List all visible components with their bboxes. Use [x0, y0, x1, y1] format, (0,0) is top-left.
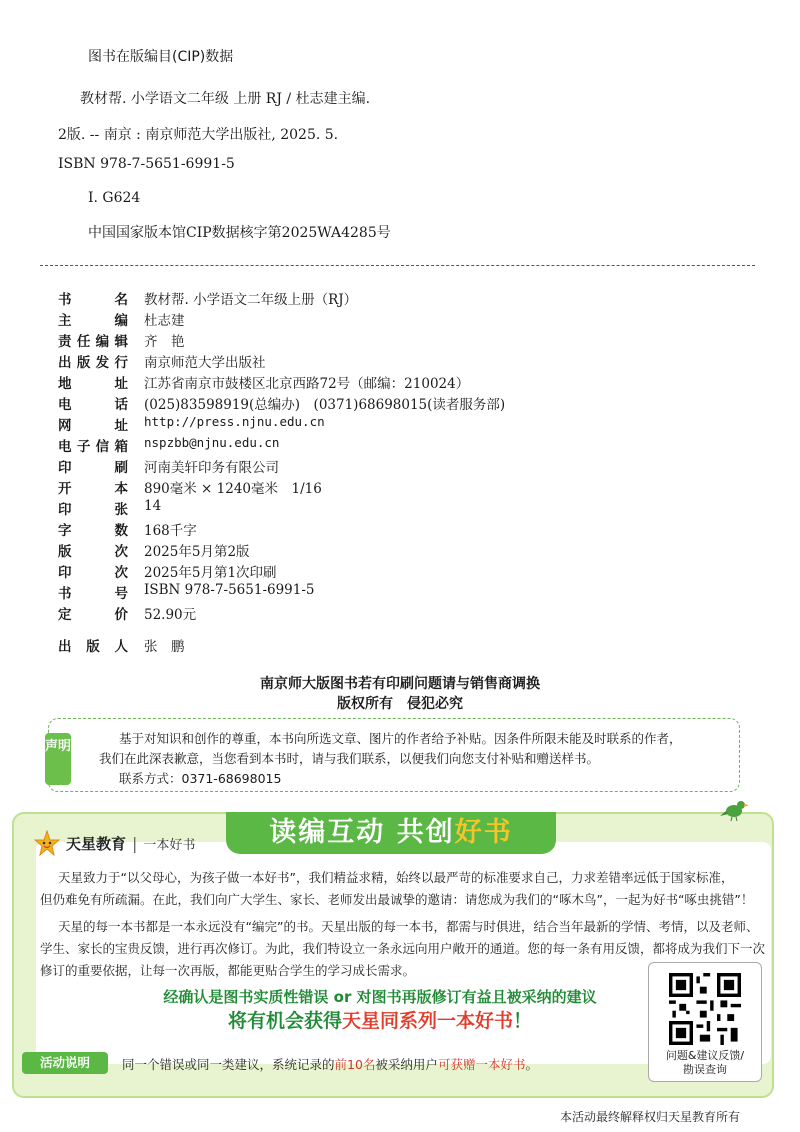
cta-condition: 经确认是图书实质性错误 or 对图书再版修订有益且被采纳的建议 — [163, 988, 597, 1006]
info-value: 52.90元 — [144, 607, 197, 623]
brand-separator: | — [132, 833, 138, 853]
info-label: 主 编 — [58, 313, 128, 329]
info-label: 出 版 发 行 — [58, 355, 128, 371]
info-value: (025)83598919(总编办) (0371)68698015(读者服务部) — [144, 397, 506, 413]
declaration-line: 我们在此深表歉意，当您看到本书时，请与我们联系，以便我们向您支付补贴和赠送样书。 — [99, 751, 600, 766]
qr-caption: 问题&建议反馈/ 勘误查询 — [665, 1049, 745, 1076]
info-value: 14 — [144, 498, 162, 514]
cip-title: 图书在版编目(CIP)数据 — [88, 49, 234, 65]
footer-note: 本活动最终解释权归天星教育所有 — [560, 1110, 741, 1124]
print-notice: 南京师大版图书若有印刷问题请与销售商调换 — [260, 676, 540, 692]
activity-tag: 活动说明 — [22, 1052, 108, 1074]
info-label: 版 次 — [58, 544, 128, 560]
bird-icon — [720, 796, 750, 822]
activity-description: 同一个错误或同一类建议，系统记录的前10名被采纳用户可获赠一本好书。 — [122, 1057, 538, 1072]
info-value: 河南美轩印务有限公司 — [144, 460, 279, 476]
info-label: 印 张 — [58, 502, 128, 518]
declaration-line: 基于对知识和创作的尊重，本书向所选文章、图片的作者给予补贴。因条件所限未能及时联系的作者， — [119, 731, 682, 746]
info-value: 南京师范大学出版社 — [144, 355, 266, 371]
cip-line-classification: Ⅰ. G624 — [88, 190, 141, 206]
brand — [34, 830, 195, 856]
info-label: 书 号 — [58, 586, 128, 602]
info-value: 2025年5月第1次印刷 — [144, 565, 277, 581]
info-value: nspzbb@njnu.edu.cn — [144, 435, 280, 450]
info-label: 电 话 — [58, 397, 128, 413]
promo-paragraph: 天星的每一本书都是一本永远没有“编完”的书。天星出版的每一本书，都需与时俱进，结合当年最新的学情、考情，以及老师、 — [58, 919, 759, 934]
info-label: 出 版 人 — [58, 639, 128, 655]
info-value: 890毫米 × 1240毫米 1/16 — [144, 481, 322, 497]
info-label: 电 子 信 箱 — [58, 439, 128, 455]
cta-reward: 将有机会获得天星同系列一本好书！ — [227, 1010, 533, 1032]
copyright-notice: 版权所有 侵犯必究 — [337, 696, 463, 712]
info-label: 网 址 — [58, 418, 128, 434]
info-label: 责 任 编 辑 — [58, 334, 128, 350]
info-value: 杜志建 — [144, 313, 185, 329]
info-value: 教材帮. 小学语文二年级上册（RJ） — [144, 292, 358, 308]
promo-paragraph: 学生、家长的宝贵反馈，进行再次修订。为此，我们特设立一条永远向用户敞开的通道。您的每一条有用反馈，都将成为我们下一次 — [40, 941, 766, 956]
info-label: 地 址 — [58, 376, 128, 392]
promo-paragraph: 修订的重要依据，让每一次再版，都能更贴合学生的学习成长需求。 — [40, 963, 416, 978]
info-value: 168千字 — [144, 523, 197, 539]
promo-paragraph: 天星致力于“以父母心，为孩子做一本好书”，我们精益求精，始终以最严苛的标准要求自己，力求差错率远低于国家标准， — [58, 870, 734, 885]
info-value: 2025年5月第2版 — [144, 544, 250, 560]
brand-name: 天星教育 — [66, 834, 127, 853]
promo-banner: 读编互动 共创好书 — [226, 812, 556, 854]
divider — [40, 265, 755, 266]
info-label: 定 价 — [58, 607, 128, 623]
promo-paragraph: 但仍难免有所疏漏。在此，我们向广大学生、家长、老师发出最诚挚的邀请：请您成为我们的“啄木鸟”，一起为好书“啄虫挑错”！ — [40, 892, 754, 907]
star-logo-icon — [34, 830, 60, 856]
info-value: 江苏省南京市鼓楼区北京西路72号（邮编：210024） — [144, 376, 470, 392]
info-label: 字 数 — [58, 523, 128, 539]
cip-line-edition: 2版. -- 南京 : 南京师范大学出版社, 2025. 5. — [58, 127, 339, 143]
info-value: 齐 艳 — [144, 334, 185, 350]
info-value: 张 鹏 — [144, 639, 185, 655]
cip-line-record-number: 中国国家版本馆CIP数据核字第2025WA4285号 — [88, 225, 391, 241]
cip-line-isbn: ISBN 978-7-5651-6991-5 — [58, 156, 235, 172]
info-label: 开 本 — [58, 481, 128, 497]
info-value: http://press.njnu.edu.cn — [144, 414, 325, 429]
qr-code-icon[interactable] — [669, 973, 741, 1045]
declaration-box — [45, 718, 740, 792]
cip-line-title-author: 教材帮. 小学语文二年级 上册 RJ / 杜志建主编. — [80, 91, 371, 107]
info-value: ISBN 978-7-5651-6991-5 — [144, 582, 315, 598]
qr-card[interactable] — [648, 962, 762, 1082]
info-label: 印 次 — [58, 565, 128, 581]
brand-slogan: 一本好书 — [143, 837, 196, 853]
info-label: 印 刷 — [58, 460, 128, 476]
declaration-contact: 联系方式：0371-68698015 — [119, 771, 282, 786]
declaration-tag: 声明 — [45, 733, 71, 785]
info-label: 书 名 — [58, 292, 128, 308]
